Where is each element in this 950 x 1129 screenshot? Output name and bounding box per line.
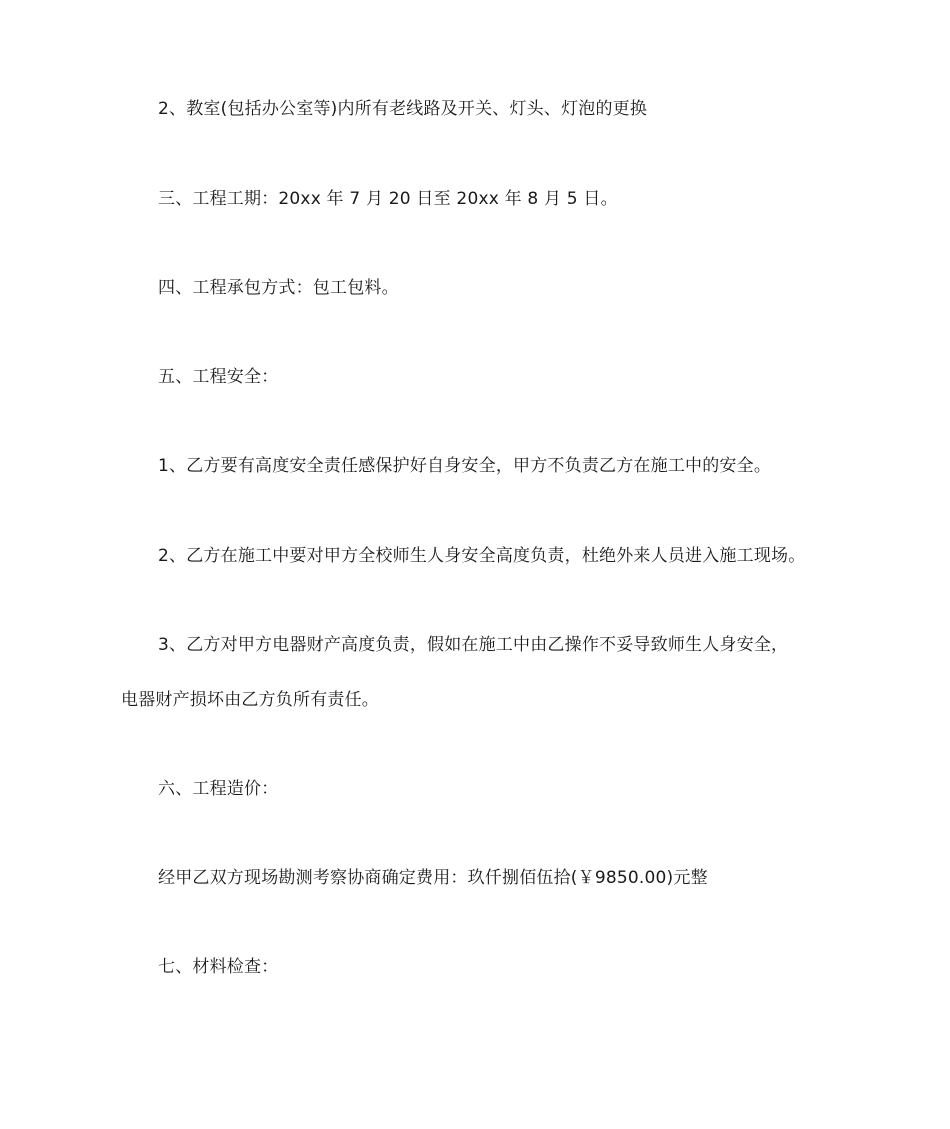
safety-item-2: 2、乙方在施工中要对甲方全校师生人身安全高度负责，杜绝外来人员进入施工现场。	[158, 546, 806, 566]
item-2-wiring-replacement: 2、教室(包括办公室等)内所有老线路及开关、灯头、灯泡的更换	[158, 99, 648, 119]
safety-item-3-continued: 电器财产损坏由乙方负所有责任。	[121, 690, 379, 710]
section-6-heading-cost: 六、工程造价：	[158, 779, 279, 799]
section-7-heading-material-inspection: 七、材料检查：	[158, 957, 279, 977]
section-5-heading-safety: 五、工程安全：	[158, 367, 279, 387]
safety-item-1: 1、乙方要有高度安全责任感保护好自身安全，甲方不负责乙方在施工中的安全。	[158, 456, 772, 476]
section-4-contract-method: 四、工程承包方式：包工包料。	[158, 278, 399, 298]
safety-item-3: 3、乙方对甲方电器财产高度负责，假如在施工中由乙操作不妥导致师生人身安全，	[158, 635, 789, 655]
section-3-schedule: 三、工程工期：20xx 年 7 月 20 日至 20xx 年 8 月 5 日。	[158, 189, 618, 209]
cost-statement: 经甲乙双方现场勘测考察协商确定费用：玖仟捌佰伍拾(￥9850.00)元整	[158, 868, 708, 888]
